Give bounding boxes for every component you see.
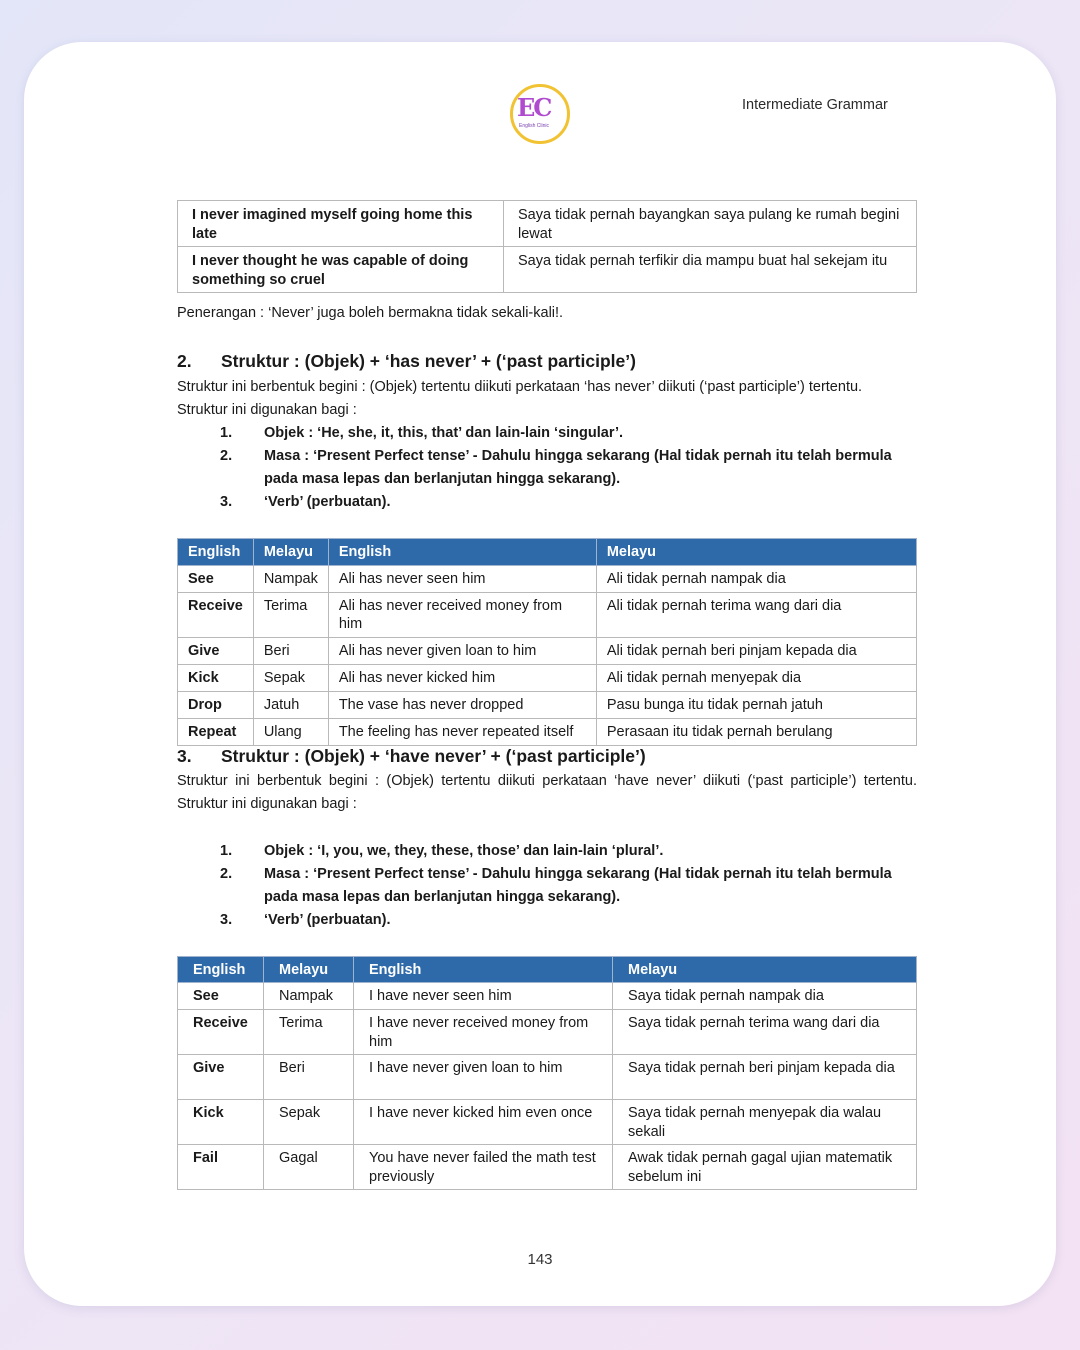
table-cell: You have never failed the math test previously <box>354 1145 613 1190</box>
english-cell: I never thought he was capable of doing something so cruel <box>178 247 504 293</box>
column-header: Melayu <box>253 539 328 566</box>
table-cell: Drop <box>178 692 254 719</box>
table-cell: Pasu bunga itu tidak pernah jatuh <box>596 692 916 719</box>
table-row <box>178 566 917 593</box>
column-header: English <box>328 539 596 566</box>
section-number: 2. <box>177 351 192 371</box>
section-title: Struktur : (Objek) + ‘has never’ + (‘past participle’) <box>221 351 636 371</box>
list-text: ‘Verb’ (perbuatan). <box>264 912 391 928</box>
table-cell: The vase has never dropped <box>328 692 596 719</box>
header-title: Intermediate Grammar <box>742 97 888 113</box>
table-cell: Saya tidak pernah terima wang dari dia <box>613 1010 917 1055</box>
table-cell: Awak tidak pernah gagal ujian matematik sebelum ini <box>613 1145 917 1190</box>
table-cell: The feeling has never repeated itself <box>328 719 596 746</box>
list-item <box>220 863 920 909</box>
table-row <box>178 1010 917 1055</box>
table-row <box>178 1145 917 1190</box>
malay-cell: Saya tidak pernah bayangkan saya pulang ke rumah begini lewat <box>504 201 917 247</box>
table-cell: Perasaan itu tidak pernah berulang <box>596 719 916 746</box>
table-cell: Kick <box>178 665 254 692</box>
column-header: English <box>178 539 254 566</box>
table-cell: Ali has never seen him <box>328 566 596 593</box>
table-row <box>178 983 917 1010</box>
table-cell: Give <box>178 1055 264 1100</box>
never-examples-table <box>177 200 917 293</box>
column-header: Melayu <box>264 957 354 983</box>
table-cell: Saya tidak pernah nampak dia <box>613 983 917 1010</box>
table-cell: Beri <box>253 638 328 665</box>
table-cell: Ali has never received money from him <box>328 593 596 638</box>
list-number: 1. <box>220 843 233 859</box>
section-2-list <box>220 422 920 514</box>
table-cell: I have never seen him <box>354 983 613 1010</box>
table-cell: Nampak <box>264 983 354 1010</box>
section-2-description <box>177 376 917 422</box>
table-row <box>178 247 917 293</box>
table-cell: Give <box>178 638 254 665</box>
list-text: Masa : ‘Present Perfect tense’ - Dahulu hingga sekarang (Hal tidak pernah itu telah bermula pada masa lepas dan berlanjutan hingga sekarang). <box>264 448 892 487</box>
list-item <box>220 445 920 491</box>
table-cell: Nampak <box>253 566 328 593</box>
table-cell: Ali tidak pernah terima wang dari dia <box>596 593 916 638</box>
table-row <box>178 1100 917 1145</box>
english-cell: I never imagined myself going home this late <box>178 201 504 247</box>
table-cell: Gagal <box>264 1145 354 1190</box>
table-cell: Kick <box>178 1100 264 1145</box>
table-cell: Sepak <box>253 665 328 692</box>
list-text: Objek : ‘I, you, we, they, these, those’ dan lain-lain ‘plural’. <box>264 843 664 859</box>
explanation-note: Penerangan : ‘Never’ juga boleh bermakna tidak sekali-kali!. <box>177 305 564 321</box>
table-cell: Beri <box>264 1055 354 1100</box>
logo-mark: EC <box>517 93 551 122</box>
table-row <box>178 201 917 247</box>
column-header: English <box>354 957 613 983</box>
list-item <box>220 909 920 932</box>
table-cell: I have never received money from him <box>354 1010 613 1055</box>
table-header-row <box>178 539 917 566</box>
list-text: Masa : ‘Present Perfect tense’ - Dahulu hingga sekarang (Hal tidak pernah itu telah bermula pada masa lepas dan berlanjutan hingga sekarang). <box>264 866 892 905</box>
table-cell: Saya tidak pernah menyepak dia walau sekali <box>613 1100 917 1145</box>
section-3-description: Struktur ini berbentuk begini : (Objek) tertentu diikuti perkataan ‘have never’ diikuti (‘past participle’) tertentu. Struktur ini digunakan bagi : <box>177 773 917 812</box>
section-3-list <box>220 840 920 932</box>
table-row <box>178 665 917 692</box>
table-cell: Receive <box>178 1010 264 1055</box>
page-number: 143 <box>527 1251 553 1268</box>
english-clinic-logo <box>510 84 570 144</box>
list-number: 3. <box>220 494 233 510</box>
table-row <box>178 593 917 638</box>
list-item <box>220 491 920 514</box>
table-cell: Sepak <box>264 1100 354 1145</box>
malay-cell: Saya tidak pernah terfikir dia mampu buat hal sekejam itu <box>504 247 917 293</box>
table-header-row <box>178 957 917 983</box>
have-never-table <box>177 956 917 1190</box>
has-never-table <box>177 538 917 746</box>
table-cell: I have never kicked him even once <box>354 1100 613 1145</box>
list-item <box>220 840 920 863</box>
list-number: 1. <box>220 425 233 441</box>
description-line: Struktur ini berbentuk begini : (Objek) tertentu diikuti perkataan ‘has never’ diikuti (‘past participle’) tertentu. <box>177 379 863 395</box>
list-text: Objek : ‘He, she, it, this, that’ dan lain-lain ‘singular’. <box>264 425 624 441</box>
table-cell: Jatuh <box>253 692 328 719</box>
list-item <box>220 422 920 445</box>
section-3-heading <box>177 746 646 767</box>
list-text: ‘Verb’ (perbuatan). <box>264 494 391 510</box>
table-cell: I have never given loan to him <box>354 1055 613 1100</box>
table-row <box>178 638 917 665</box>
section-title: Struktur : (Objek) + ‘have never’ + (‘past participle’) <box>221 746 646 766</box>
table-cell: Repeat <box>178 719 254 746</box>
table-cell: Ulang <box>253 719 328 746</box>
table-row <box>178 692 917 719</box>
table-cell: Ali has never kicked him <box>328 665 596 692</box>
table-cell: Ali tidak pernah nampak dia <box>596 566 916 593</box>
table-cell: See <box>178 566 254 593</box>
list-number: 3. <box>220 912 233 928</box>
table-cell: Terima <box>264 1010 354 1055</box>
section-2-heading <box>177 351 636 372</box>
list-number: 2. <box>220 448 233 464</box>
table-cell: Receive <box>178 593 254 638</box>
section-number: 3. <box>177 746 192 766</box>
description-line: Struktur ini digunakan bagi : <box>177 402 357 418</box>
table-row <box>178 1055 917 1100</box>
table-cell: Terima <box>253 593 328 638</box>
table-cell: Fail <box>178 1145 264 1190</box>
table-cell: See <box>178 983 264 1010</box>
table-cell: Ali has never given loan to him <box>328 638 596 665</box>
column-header: Melayu <box>613 957 917 983</box>
column-header: English <box>178 957 264 983</box>
logo-caption: English Clinic <box>519 123 550 129</box>
column-header: Melayu <box>596 539 916 566</box>
table-cell: Ali tidak pernah menyepak dia <box>596 665 916 692</box>
table-cell: Saya tidak pernah beri pinjam kepada dia <box>613 1055 917 1100</box>
table-cell: Ali tidak pernah beri pinjam kepada dia <box>596 638 916 665</box>
list-number: 2. <box>220 866 233 882</box>
table-row <box>178 719 917 746</box>
